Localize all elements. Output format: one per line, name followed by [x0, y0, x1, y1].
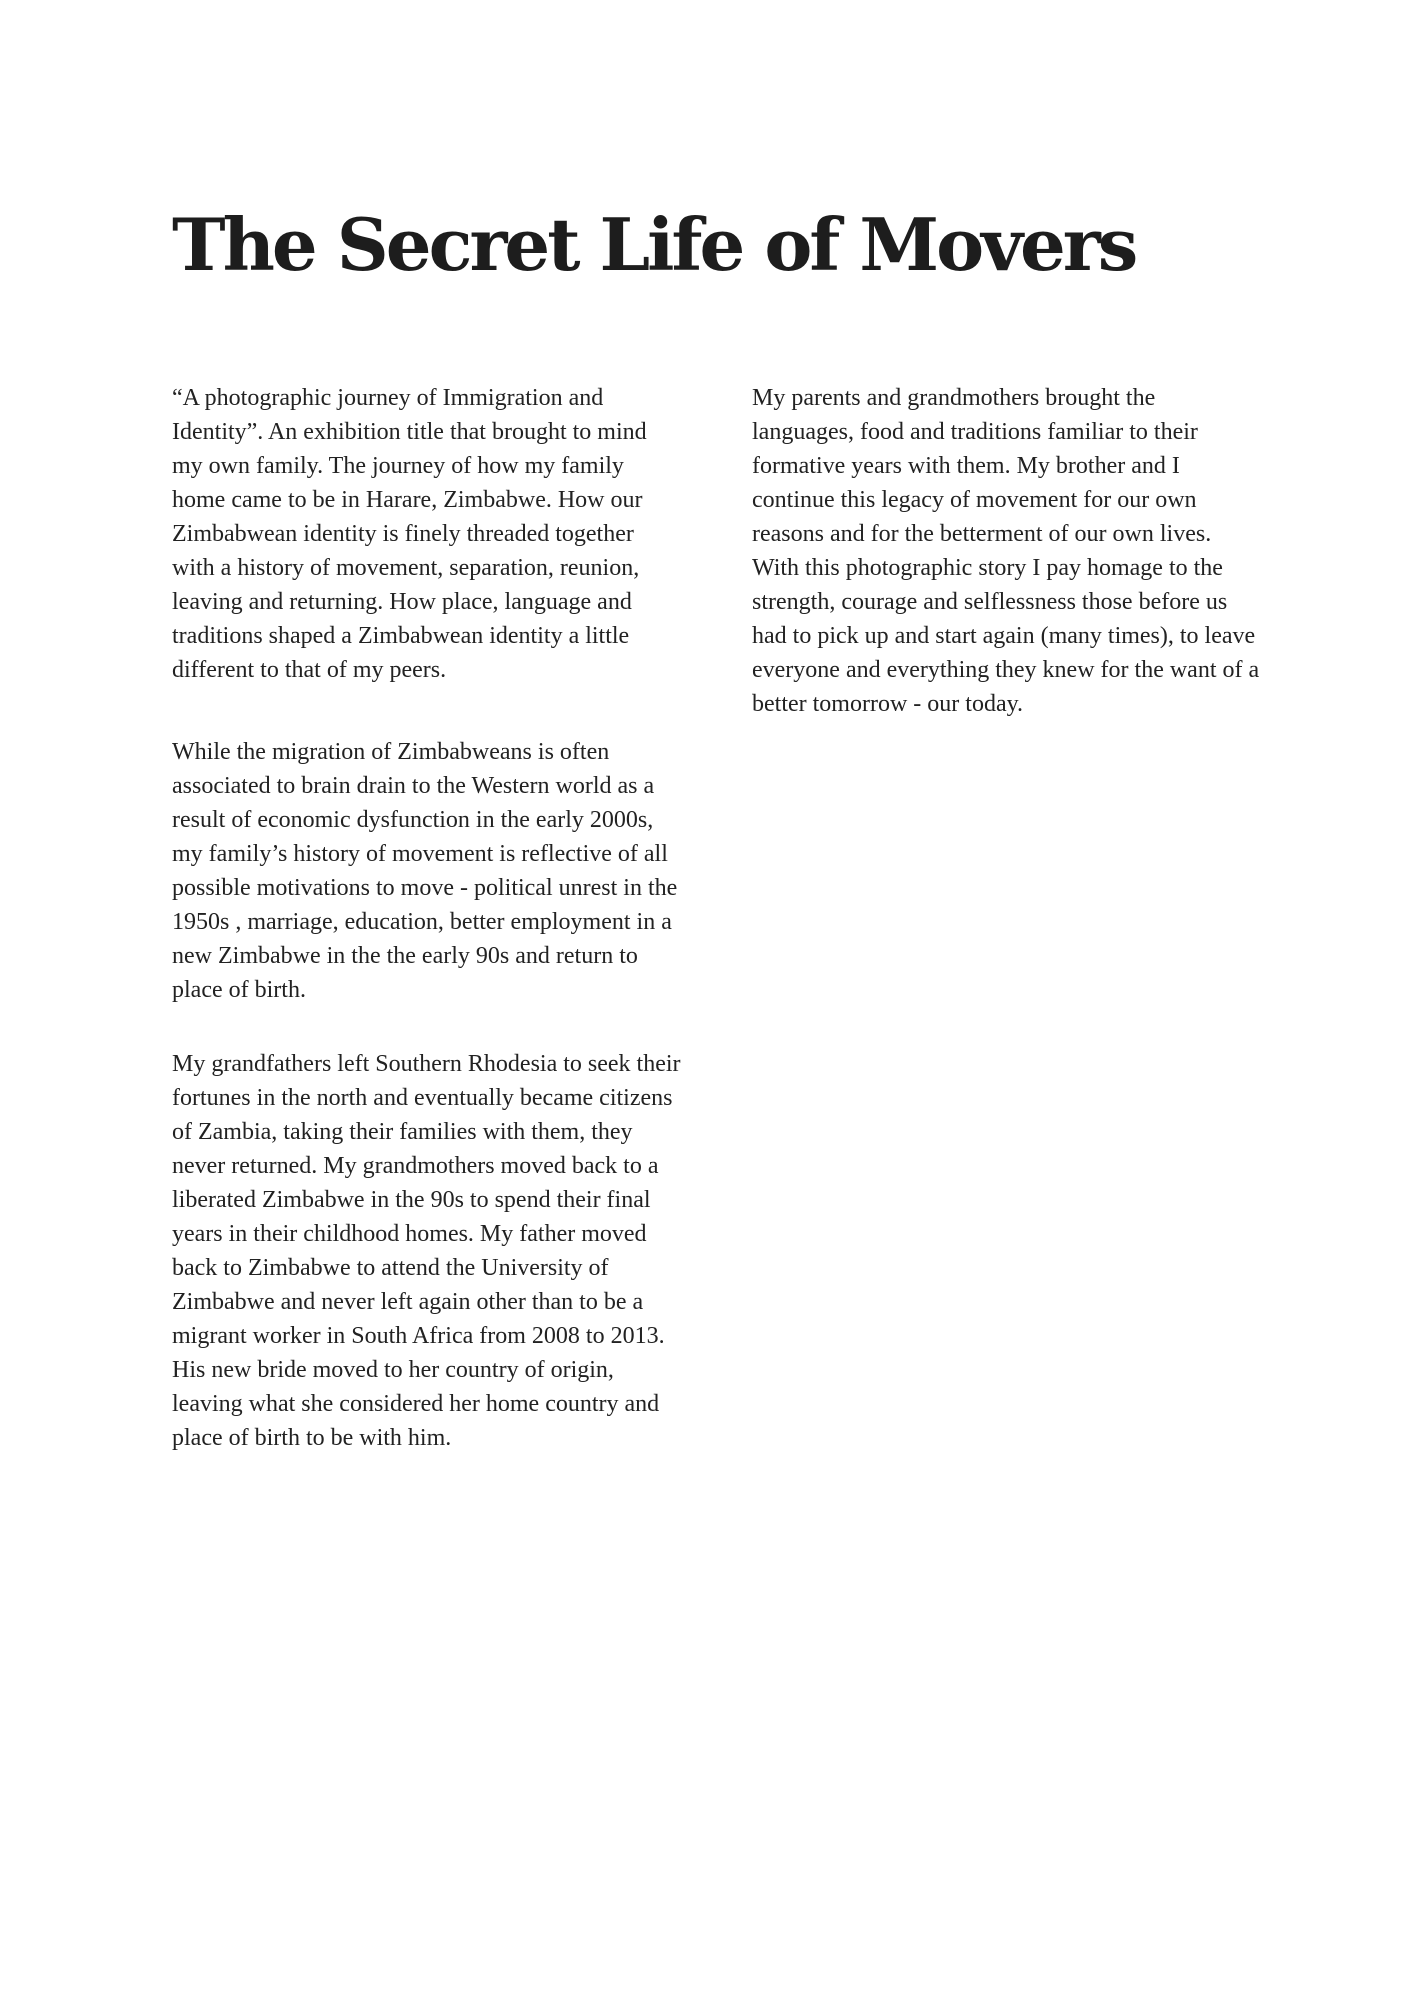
paragraph-grandfathers: My grandfathers left Southern Rhodesia to seek their fortunes in the north and eventually became citizens of Zambia, taking their families with them, they never returned. My grandmothers moved back to a liberated Zimbabwe in the 90s to spend their final years in their childhood homes. My father moved back to Zimbabwe to attend the University of Zimbabwe and never left again other than to be a migrant worker in South Africa from 2008 to 2013. His new bride moved to her country of origin, leaving what she considered her home country and place of birth to be with him.: [172, 1051, 681, 1451]
paragraph-legacy: My parents and grandmothers brought the languages, food and traditions familiar to their formative years with them. My brother and I continue this legacy of movement for our own reasons and for the betterment of our own lives. With this photographic story I pay homage to the strength, courage and selflessness those before us had to pick up and start again (many times), to leave everyone and everything they knew for the want of a better tomorrow - our today.: [752, 385, 1260, 717]
left-column: [172, 381, 682, 1455]
paragraph-migration: While the migration of Zimbabweans is often associated to brain drain to the Western world as a result of economic dysfunction in the early 2000s, my family’s history of movement is reflective of all possible motivations to move - political unrest in the 1950s , marriage, education, better employment in a new Zimbabwe in the the early 90s and return to place of birth.: [172, 739, 678, 1003]
page-title: The Secret Life of Movers: [172, 202, 1136, 287]
right-column: [752, 381, 1262, 721]
paragraph-intro: “A photographic journey of Immigration and Identity”. An exhibition title that brought to mind my own family. The journey of how my family home came to be in Harare, Zimbabwe. How our Zimbabwean identity is finely threaded together with a history of movement, separation, reunion, leaving and returning. How place, language and traditions shaped a Zimbabwean identity a little different to that of my peers.: [172, 385, 647, 683]
